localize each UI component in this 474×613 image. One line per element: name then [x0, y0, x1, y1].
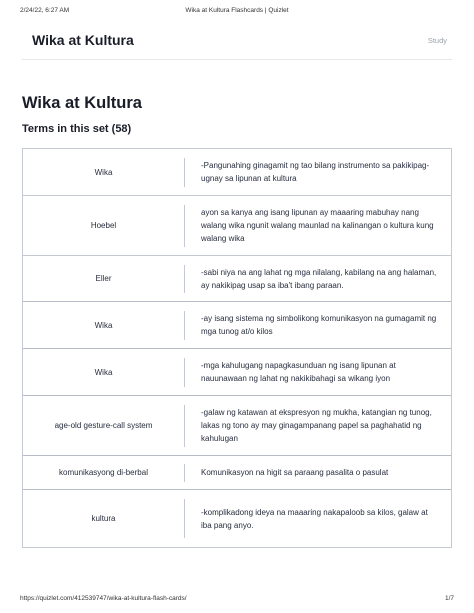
- print-page-number: 1/7: [444, 595, 454, 602]
- flashcard-row[interactable]: [23, 196, 451, 256]
- card-definition: Komunikasyon na higit sa paraang pasalita o pasulat: [201, 468, 389, 477]
- card-divider: [184, 358, 185, 387]
- flashcard-row[interactable]: [23, 256, 451, 302]
- flashcard-row[interactable]: [23, 302, 451, 349]
- card-term: Wika: [94, 367, 113, 377]
- card-divider: [184, 499, 185, 538]
- flashcard-row[interactable]: [23, 456, 451, 490]
- flashcard-row[interactable]: [23, 149, 451, 196]
- card-definition: -ay isang sistema ng simbolikong komunikasyon na gumagamit ng mga tunog at/o kilos: [201, 314, 437, 336]
- card-divider: [184, 158, 185, 187]
- card-divider: [184, 205, 185, 247]
- card-term: Hoebel: [90, 221, 117, 230]
- flashcard-row[interactable]: [23, 490, 451, 547]
- card-definition: -komplikadong ideya na maaaring nakapaloob sa kilos, galaw at iba pang anyo.: [201, 507, 428, 530]
- terms-heading: Terms in this set (58): [22, 123, 132, 135]
- print-doc-title: Wika at Kultura Flashcards | Quizlet: [185, 7, 289, 14]
- card-term: Wika: [94, 167, 113, 177]
- print-footer: [20, 595, 454, 605]
- site-title[interactable]: Wika at Kultura: [32, 32, 134, 48]
- site-header: [22, 28, 452, 60]
- card-divider: [184, 311, 185, 340]
- card-divider: [184, 265, 185, 293]
- flashcard-list: [22, 148, 452, 548]
- page-title: Wika at Kultura: [22, 94, 142, 112]
- flashcard-row[interactable]: [23, 349, 451, 396]
- card-term: Eller: [95, 274, 112, 283]
- card-divider: [184, 464, 185, 482]
- card-definition: -Pangunahing ginagamit ng tao bilang instrumento sa pakikipag-ugnay sa lipunan at kultura: [201, 161, 430, 183]
- print-datetime: 2/24/22, 6:27 AM: [20, 7, 70, 14]
- card-term: komunikasyong di-berbal: [59, 468, 148, 477]
- study-link[interactable]: Study: [427, 36, 447, 45]
- card-term: Wika: [94, 320, 113, 330]
- card-divider: [184, 405, 185, 447]
- card-term: kultura: [91, 514, 116, 523]
- card-definition: ayon sa kanya ang isang lipunan ay maaaring mabuhay nang walang wika ngunit walang maunlad na kalinangan o kultura kung walang wika: [201, 208, 434, 243]
- card-definition: -galaw ng katawan at ekspresyon ng mukha, katangian ng tunog, lakas ng tono ay may ginagampanang papel sa paghahatid ng kahulugan: [201, 408, 432, 443]
- flashcard-row[interactable]: [23, 396, 451, 456]
- card-definition: -mga kahulugang napagkasunduan ng isang lipunan at nauunawaan ng lahat ng nakikibahagi sa wikang iyon: [201, 361, 396, 383]
- card-term: age-old gesture-call system: [54, 421, 153, 430]
- print-url: https://quizlet.com/412539747/wika-at-kultura-flash-cards/: [20, 595, 187, 602]
- print-header: [20, 7, 454, 19]
- card-definition: -sabi niya na ang lahat ng mga nilalang, kabilang na ang halaman, ay nakikipag usap sa iba't ibang paraan.: [201, 267, 437, 290]
